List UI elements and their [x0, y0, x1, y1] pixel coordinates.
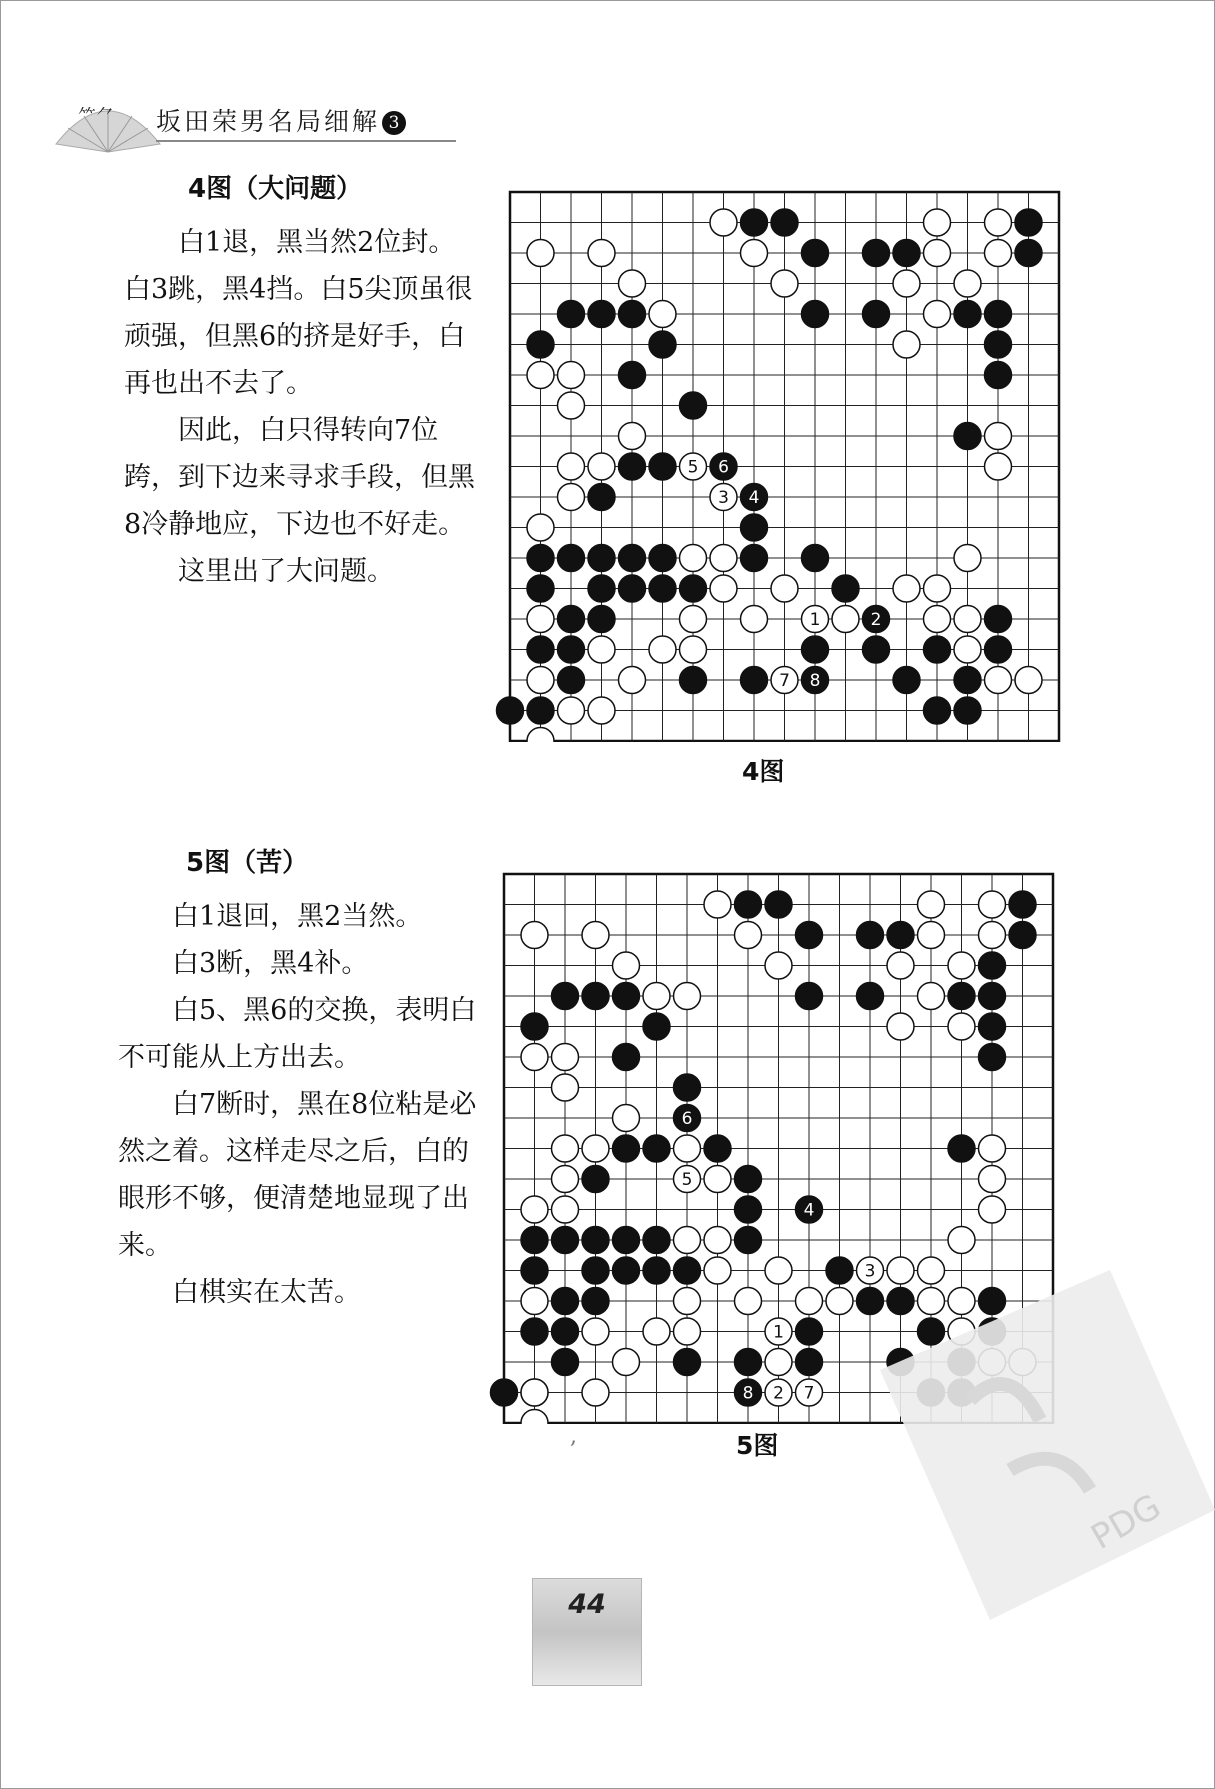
move-number-label: 7 — [803, 1383, 815, 1404]
black-stone — [552, 1227, 579, 1254]
black-stone — [613, 1257, 640, 1284]
black-stone — [826, 1257, 853, 1284]
move-number-label: 7 — [779, 671, 790, 691]
white-stone — [771, 575, 798, 602]
black-stone — [558, 606, 585, 633]
white-stone — [765, 1257, 792, 1284]
black-stone — [863, 240, 890, 267]
white-stone — [582, 922, 609, 949]
section-4-heading: 4图（大问题） — [188, 174, 363, 204]
white-stone — [619, 667, 646, 694]
watermark-text: PDG — [1084, 1486, 1168, 1558]
white-stone — [704, 891, 731, 918]
black-stone — [1009, 922, 1036, 949]
black-stone — [552, 1288, 579, 1315]
white-stone — [924, 301, 951, 328]
white-stone — [924, 209, 951, 236]
black-stone — [802, 545, 829, 572]
black-stone — [863, 301, 890, 328]
white-stone — [1015, 667, 1042, 694]
white-stone — [704, 1257, 731, 1284]
section-5-text — [118, 842, 478, 1316]
white-stone — [588, 240, 615, 267]
move-number-label: 3 — [864, 1261, 876, 1282]
black-stone — [979, 983, 1006, 1010]
move-number-label: 2 — [773, 1383, 784, 1404]
white-stone — [710, 575, 737, 602]
white-stone — [521, 1379, 548, 1406]
white-stone — [954, 606, 981, 633]
black-stone — [741, 667, 768, 694]
black-stone — [796, 922, 823, 949]
white-stone — [527, 514, 554, 541]
white-stone — [954, 270, 981, 297]
white-stone — [948, 1013, 975, 1040]
move-number-label: 5 — [681, 1170, 693, 1190]
volume-number: 3 — [382, 111, 406, 135]
black-stone — [643, 1227, 670, 1254]
black-stone — [979, 952, 1006, 979]
black-stone — [588, 606, 615, 633]
diagram-4-caption: 4图 — [742, 757, 785, 786]
black-stone — [558, 301, 585, 328]
black-stone — [582, 1227, 609, 1254]
white-stone — [521, 1044, 548, 1071]
section-5-paragraph: 白5、黑6的交换，表明白不可能从上方出去。 — [118, 995, 477, 1073]
white-stone — [979, 1196, 1006, 1223]
black-stone — [558, 545, 585, 572]
white-stone — [680, 606, 707, 633]
section-4-paragraph: 白1退，黑当然2位封。白3跳，黑4挡。白5尖顶虽很顽强，但黑6的挤是好手，白再也出不去了。 — [124, 227, 473, 399]
black-stone — [704, 1135, 731, 1162]
white-stone — [985, 209, 1012, 236]
black-stone — [857, 922, 884, 949]
white-stone — [619, 270, 646, 297]
white-stone — [588, 636, 615, 663]
black-stone — [680, 392, 707, 419]
white-stone — [552, 1044, 579, 1071]
go-diagram-4 — [490, 182, 1070, 742]
black-stone — [613, 1227, 640, 1254]
white-stone — [588, 697, 615, 724]
white-stone — [558, 697, 585, 724]
black-stone — [558, 636, 585, 663]
white-stone — [613, 952, 640, 979]
move-number-label: 6 — [718, 457, 729, 478]
black-stone — [613, 983, 640, 1010]
black-stone — [588, 575, 615, 602]
move-number-label: 8 — [809, 671, 821, 691]
black-stone — [521, 1013, 548, 1040]
white-stone — [527, 606, 554, 633]
white-stone — [954, 636, 981, 663]
white-stone — [674, 1288, 701, 1315]
white-stone — [796, 1288, 823, 1315]
black-stone — [735, 1196, 762, 1223]
section-5-paragraph: 白1退回，黑2当然。 — [172, 901, 423, 932]
black-stone — [985, 331, 1012, 358]
section-4-paragraph: 因此，白只得转向7位跨，到下边来寻求手段，但黑8冷静地应，下边也不好走。 — [124, 415, 475, 540]
black-stone — [887, 922, 914, 949]
black-stone — [619, 453, 646, 480]
white-stone — [527, 728, 554, 743]
white-stone — [582, 1379, 609, 1406]
white-stone — [643, 983, 670, 1010]
black-stone — [796, 1349, 823, 1376]
white-stone — [918, 922, 945, 949]
white-stone — [649, 636, 676, 663]
black-stone — [613, 1044, 640, 1071]
white-stone — [918, 983, 945, 1010]
black-stone — [582, 983, 609, 1010]
white-stone — [887, 1013, 914, 1040]
white-stone — [979, 1166, 1006, 1193]
white-stone — [582, 1135, 609, 1162]
black-stone — [954, 301, 981, 328]
black-stone — [741, 514, 768, 541]
section-5-paragraph: 白7断时，黑在8位粘是必然之着。这样走尽之后，白的眼形不够，便清楚地显现了出来。 — [118, 1089, 477, 1261]
white-stone — [741, 240, 768, 267]
black-stone — [735, 1166, 762, 1193]
white-stone — [680, 545, 707, 572]
white-stone — [735, 922, 762, 949]
black-stone — [893, 667, 920, 694]
page-number: 44 — [568, 1589, 606, 1620]
white-stone — [674, 1227, 701, 1254]
black-stone — [527, 697, 554, 724]
fan-icon — [48, 88, 168, 158]
black-stone — [1015, 240, 1042, 267]
black-stone — [649, 575, 676, 602]
black-stone — [527, 575, 554, 602]
white-stone — [826, 1288, 853, 1315]
page-number-box — [532, 1578, 642, 1686]
black-stone — [649, 545, 676, 572]
black-stone — [985, 636, 1012, 663]
white-stone — [521, 1410, 548, 1425]
black-stone — [552, 1318, 579, 1345]
black-stone — [643, 1013, 670, 1040]
section-4-text — [124, 168, 478, 595]
move-number-label: 5 — [687, 457, 699, 478]
white-stone — [924, 575, 951, 602]
black-stone — [649, 453, 676, 480]
black-stone — [674, 1074, 701, 1101]
white-stone — [552, 1166, 579, 1193]
black-stone — [954, 697, 981, 724]
white-stone — [643, 1318, 670, 1345]
black-stone — [985, 301, 1012, 328]
black-stone — [741, 209, 768, 236]
black-stone — [796, 983, 823, 1010]
white-stone — [765, 1349, 792, 1376]
black-stone — [497, 697, 524, 724]
white-stone — [674, 1318, 701, 1345]
white-stone — [674, 983, 701, 1010]
section-4-paragraph: 这里出了大问题。 — [178, 556, 394, 587]
white-stone — [832, 606, 859, 633]
white-stone — [979, 922, 1006, 949]
white-stone — [979, 891, 1006, 918]
black-stone — [552, 983, 579, 1010]
black-stone — [680, 667, 707, 694]
black-stone — [985, 606, 1012, 633]
black-stone — [771, 209, 798, 236]
move-number-label: 4 — [748, 488, 760, 508]
diagram-5-caption: 5图 — [736, 1431, 779, 1460]
black-stone — [619, 575, 646, 602]
white-stone — [521, 922, 548, 949]
white-stone — [527, 240, 554, 267]
black-stone — [521, 1227, 548, 1254]
header-rule — [156, 138, 456, 144]
black-stone — [863, 636, 890, 663]
header-title — [156, 102, 406, 138]
white-stone — [985, 667, 1012, 694]
black-stone — [558, 667, 585, 694]
watermark-seal — [860, 1250, 1215, 1630]
white-stone — [619, 423, 646, 450]
black-stone — [948, 983, 975, 1010]
move-number-label: 2 — [870, 610, 882, 630]
black-stone — [954, 667, 981, 694]
black-stone — [619, 362, 646, 389]
black-stone — [954, 423, 981, 450]
black-stone — [674, 1349, 701, 1376]
move-number-label: 3 — [718, 488, 729, 508]
black-stone — [735, 1349, 762, 1376]
black-stone — [802, 301, 829, 328]
white-stone — [552, 1196, 579, 1223]
black-stone — [735, 891, 762, 918]
white-stone — [741, 606, 768, 633]
white-stone — [771, 270, 798, 297]
svg-text:⺮⺈: ⺮⺈ — [78, 106, 114, 127]
black-stone — [979, 1044, 1006, 1071]
white-stone — [552, 1074, 579, 1101]
white-stone — [527, 362, 554, 389]
white-stone — [893, 331, 920, 358]
white-stone — [924, 240, 951, 267]
black-stone — [857, 983, 884, 1010]
white-stone — [948, 952, 975, 979]
white-stone — [985, 453, 1012, 480]
white-stone — [613, 1105, 640, 1132]
black-stone — [643, 1135, 670, 1162]
white-stone — [985, 423, 1012, 450]
scan-speck: , — [570, 1424, 577, 1449]
white-stone — [582, 1318, 609, 1345]
black-stone — [924, 697, 951, 724]
white-stone — [765, 952, 792, 979]
black-stone — [765, 891, 792, 918]
move-number-label: 8 — [742, 1383, 754, 1404]
white-stone — [924, 606, 951, 633]
black-stone — [588, 301, 615, 328]
move-number-label: 6 — [681, 1109, 693, 1129]
white-stone — [552, 1135, 579, 1162]
black-stone — [1009, 891, 1036, 918]
black-stone — [527, 636, 554, 663]
black-stone — [582, 1288, 609, 1315]
black-stone — [521, 1318, 548, 1345]
black-stone — [649, 331, 676, 358]
black-stone — [741, 545, 768, 572]
black-stone — [643, 1257, 670, 1284]
black-stone — [985, 362, 1012, 389]
black-stone — [735, 1227, 762, 1254]
white-stone — [704, 1166, 731, 1193]
section-5-heading: 5图（苦） — [186, 848, 309, 878]
black-stone — [552, 1349, 579, 1376]
white-stone — [558, 362, 585, 389]
black-stone — [802, 636, 829, 663]
black-stone — [491, 1379, 518, 1406]
book-title: 坂田荣男名局细解 — [156, 107, 381, 136]
white-stone — [918, 891, 945, 918]
white-stone — [704, 1227, 731, 1254]
white-stone — [710, 209, 737, 236]
black-stone — [832, 575, 859, 602]
white-stone — [680, 636, 707, 663]
white-stone — [985, 240, 1012, 267]
white-stone — [979, 1135, 1006, 1162]
move-number-label: 4 — [803, 1200, 815, 1221]
black-stone — [527, 545, 554, 572]
black-stone — [674, 1257, 701, 1284]
black-stone — [979, 1013, 1006, 1040]
white-stone — [649, 301, 676, 328]
white-stone — [954, 545, 981, 572]
black-stone — [796, 1318, 823, 1345]
black-stone — [619, 545, 646, 572]
white-stone — [887, 952, 914, 979]
black-stone — [588, 484, 615, 511]
white-stone — [558, 453, 585, 480]
black-stone — [582, 1166, 609, 1193]
move-number-label: 1 — [809, 610, 821, 630]
section-5-paragraph: 白3断，黑4补。 — [172, 948, 369, 979]
white-stone — [558, 484, 585, 511]
black-stone — [588, 545, 615, 572]
black-stone — [680, 575, 707, 602]
white-stone — [588, 453, 615, 480]
black-stone — [527, 331, 554, 358]
white-stone — [521, 1288, 548, 1315]
running-header — [48, 88, 468, 158]
white-stone — [893, 575, 920, 602]
white-stone — [735, 1288, 762, 1315]
black-stone — [924, 636, 951, 663]
white-stone — [893, 270, 920, 297]
white-stone — [674, 1135, 701, 1162]
move-number-label: 1 — [773, 1322, 784, 1343]
white-stone — [527, 667, 554, 694]
black-stone — [948, 1135, 975, 1162]
black-stone — [521, 1257, 548, 1284]
white-stone — [558, 392, 585, 419]
black-stone — [893, 240, 920, 267]
black-stone — [619, 301, 646, 328]
white-stone — [521, 1196, 548, 1223]
section-5-paragraph: 白棋实在太苦。 — [172, 1277, 361, 1308]
black-stone — [582, 1257, 609, 1284]
white-stone — [613, 1349, 640, 1376]
black-stone — [1015, 209, 1042, 236]
black-stone — [613, 1135, 640, 1162]
black-stone — [802, 240, 829, 267]
white-stone — [710, 545, 737, 572]
